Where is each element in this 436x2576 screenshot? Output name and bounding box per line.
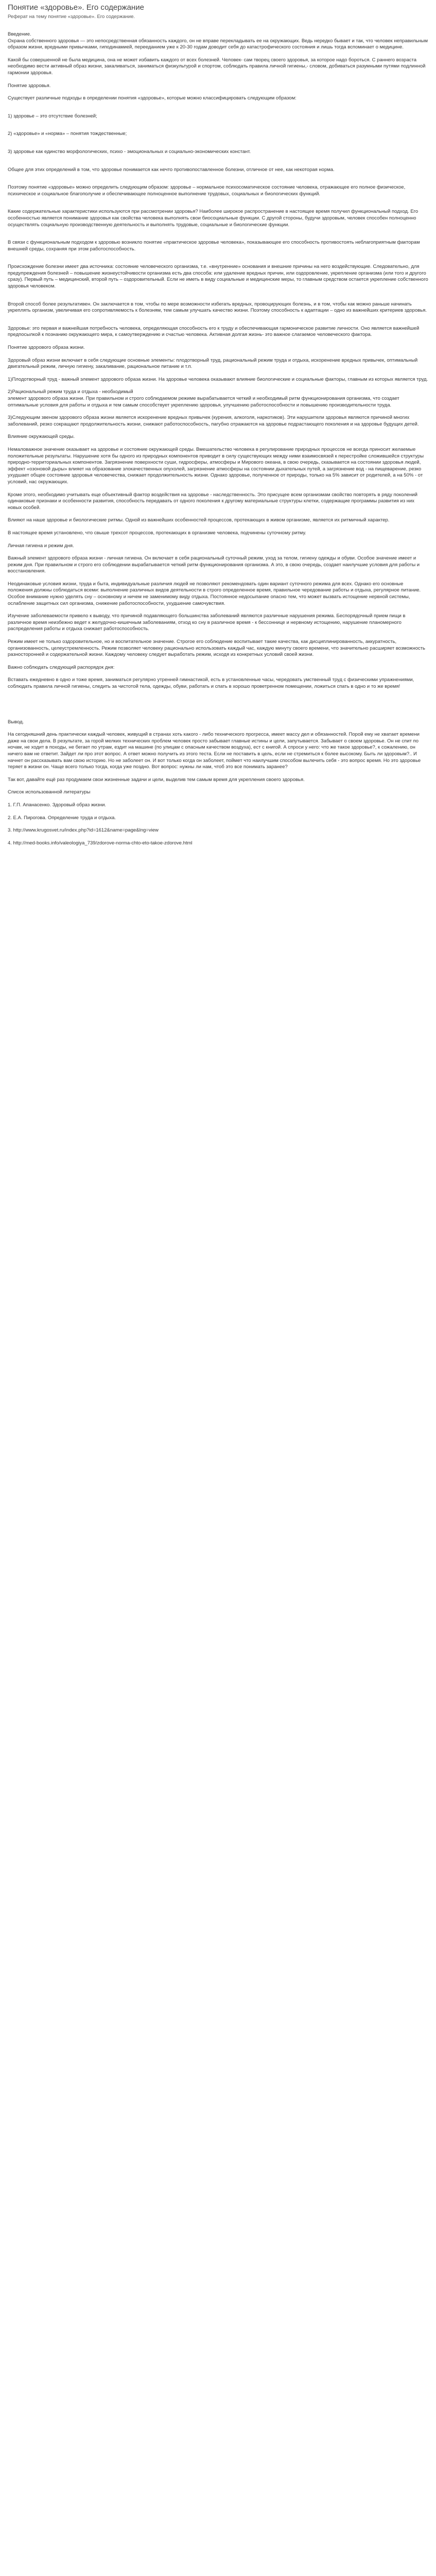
paragraph: Важный элемент здорового образа жизни - личная гигиена. Он включает в себя рациональный суточный режим, уход за телом, гигиену одежды и обуви. Особое значение имеет и режим дня. При правильном и строго его соблюдении вырабатывается четкий ритм функционирования организма. А это, в свою очередь, создает наилучшие условия для работы и восстановления. <box>8 555 421 574</box>
paragraph: В связи с функциональным подходом к здоровью возникло понятие «практическое здоровье человека», показывающее его способность противостоять неблагоприятным факторам внешней среды, сохраняя при этом работоспособность. <box>8 240 422 252</box>
page-subtitle: Реферат на тему понятие «здоровье». Его содержание. <box>8 14 135 20</box>
paragraph: В настоящее время установлено, что свыше трехсот процессов, протекающих в организме человека, подчинены суточному ритму. <box>8 530 306 536</box>
paragraph: На сегодняшний день практически каждый человек, живущий в странах хоть какого - либо технического прогресса, имеет массу дел и обязанностей. Порой ему не хватает времени даже на свои дела. В результате, за горой мелких технических проблем человек просто забывает главные истины и цели, запутывается. Забывает о своем здоровье. Он не спит по ночам, не ходит в походы, не бегает по утрам, ездит на машине (по улицам с опасным качеством воздуха), ест с книгой. А спроси у него: что же такое здоровье?, к сожалению, он ничего вам не ответит. Зайдет ли про этот вопрос. А ответ можно получить из этого теста. Если не поставить в цель, если не стремиться к более высокому. Быть ли здоровым?.. И начнет он рассказывать вам свою историю. Но не заболеет он. И вот только когда он заболеет, поймет что наилучшим способом вылечить себя - это вопрос время. Но это здоровье теряет в жизни он. Чаще всего только тогда, когда уже поздно. Вот вопрос: нужны ли нам, чтоб это все понимать заранее? <box>8 732 422 770</box>
list-item: 2) «здоровье» и «норма» – понятия тождественные; <box>8 131 127 137</box>
section-heading: Понятие здорового образа жизни. <box>8 345 85 351</box>
paragraph: Происхождение болезни имеет два источника: состояние человеческого организма, т.е. «внутренние» основания и внешние причины на него воздействующие. Следовательно, для предупреждения болезней – повышение жизнеустойчивости организма есть два способа: или удаление вредных причин, или оздоровление, укрепление организма (или того и другого сразу). Первый путь – медицинский, второй путь – оздоровительный. Если не иметь в виду социальные и медицинские меры, то главным средством остается укрепление собственного здоровья человеком. <box>8 264 430 290</box>
paragraph: Важно соблюдать следующий распорядок дня: <box>8 664 115 670</box>
section-heading: Понятие здоровья. <box>8 82 51 89</box>
section-heading: Личная гигиена и режим дня. <box>8 543 74 549</box>
page-title: Понятие «здоровье». Его содержание <box>8 3 144 12</box>
paragraph: Второй способ более результативен. Он заключается в том, чтобы по мере возможности избегать вредных, провоцирующих болезнь, и в том, чтобы как можно раньше начинать укреплять организм, увеличивая его сопротивляемость к болезням, тем самым улучшать качество жизни. Поэтому способность к адаптации – одно из важнейших критериев здоровья. <box>8 301 427 314</box>
paragraph: Кроме этого, необходимо учитывать еще объективный фактор воздействия на здоровье - наследственность. Это присущее всем организмам свойство повторять в ряду поколений одинаковые признаки и особенности развития, способность передавать от одного поколения к другому материальные структуры клетки, содержащие программы развития из них новых особей. <box>8 492 419 511</box>
paragraph: 3)Следующим звеном здорового образа жизни является искоренение вредных привычек (курения, алкоголя, наркотиков). Эти нарушители здоровья являются причиной многих заболеваний, резко сокращают продолжительность жизни, снижают работоспособность, пагубно отражаются на здоровье подрастающего поколения и на здоровье будущих детей. <box>8 415 419 427</box>
document-page <box>0 0 436 852</box>
paragraph: Поэтому понятие «здоровье» можно определить следующим образом: здоровье – нормальное психосоматическое состояние человека, отражающее его полное физическое, психическое и социальное благополучие и обеспечивающее полноценное выполнение трудовых, социальных и биологических функций. <box>8 184 407 197</box>
intro-heading: Введение. <box>8 31 31 37</box>
paragraph: 2)Рациональный режим труда и отдыха - необходимый <box>8 389 133 395</box>
paragraph: 1)Плодотворный труд - важный элемент здорового образа жизни. На здоровье человека оказывают влияние биологические и социальные факторы, главным из которых является труд. <box>8 376 428 382</box>
paragraph: Режим имеет не только оздоровительное, но и воспитательное значение. Строгое его соблюдение воспитывает такие качества, как дисциплинированность, аккуратность, организованность, целеустремленность. Режим позволяет человеку рационально использовать каждый час, каждую минуту своего времени, что значительно расширяет возможность разносторонней и содержательной жизни. Каждому человеку следует выработать режим, исходя из конкретных условий своей жизни. <box>8 639 427 658</box>
references-heading: Список использованной литературы <box>8 789 91 795</box>
paragraph: Здоровье: это первая и важнейшая потребность человека, определяющая способность его к труду и обеспечивающая гармоническое развитие личности. Оно является важнейшей предпосылкой к познанию окружающего мира, к самоутверждению и счастью человека. Активная долгая жизнь- это важное слагаемое человеческого фактора. <box>8 325 421 338</box>
paragraph: Изучение заболеваемости привело к выводу, что причиной подавляющего большинства заболеваний являются различные нарушения режима. Беспорядочный прием пищи в различное время неизбежно ведет к желудочно-кишечным заболеваниям, отход ко сну в различное время - к бессоннице и нервному истощению, нарушение планомерного распределения работы и отдыха снижает работоспособность. <box>8 613 407 632</box>
reference-link[interactable]: 4. http://med-books.info/valeologiya_739/zdorove-norma-chto-eto-takoe-zdorove.html <box>8 840 193 846</box>
paragraph: Какие содержательные характеристики используются при рассмотрении здоровья? Наиболее широкое распространение в настоящее время получил функциональный подход. Его особенностью является понимание здоровья как свойства человека выполнять свои биосоциальные функции. С другой стороны, будучи здоровым, человек способен полноценно осуществлять социальную производственную деятельность и выполнять трудовые, социальные и биологические функции. <box>8 209 420 228</box>
reference-link[interactable]: 3. http://www.krugosvet.ru/index.php?id=1612&name=page&lng=view <box>8 827 159 834</box>
section-heading: Влияние окружающей среды. <box>8 434 75 440</box>
paragraph: Общее для этих определений в том, что здоровье понимается как нечто противопоставленное болезни, отличное от нее, как некоторая норма. <box>8 166 335 173</box>
paragraph: Вставать ежедневно в одно и тоже время, заниматься регулярно утренней гимнастикой, есть в установленные часы, чередовать умственный труд с физическими упражнениями, соблюдать правила личной гигиены, следить за чистотой тела, одежды, обуви, работать и спать в хорошо проветренном помещении, ложиться спать в одно и то же время! <box>8 677 415 689</box>
paragraph: Так вот, давайте ещё раз продумаем свои жизненные задачи и цели, выделив тем самым время для укрепления своего здоровья. <box>8 776 305 783</box>
paragraph: элемент здорового образа жизни. При правильном и строго соблюдаемом режиме вырабатывается четкий и необходимый ритм функционирования организма, что создает оптимальные условия для работы и отдыха и тем самым способствует укреплению здоровья, улучшению работоспособности и повышению производительности труда. <box>8 396 401 408</box>
reference-item: 1. Г.П. Апанасенко. Здоровый образ жизни. <box>8 802 107 808</box>
paragraph: Охрана собственного здоровья — это непосредственная обязанность каждого, он не вправе перекладывать ее на окружающих. Ведь нередко бывает и так, что человек неправильным образом жизни, вредными привычками, гиподинамией, перееданием уже к 20-30 годам доводит себя до катастрофического состояния и лишь тогда вспоминает о медицине. <box>8 38 429 50</box>
paragraph: Здоровый образ жизни включает в себя следующие основные элементы: плодотворный труд, рациональный режим труда и отдыха, искоренение вредных привычек, оптимальный двигательный режим, личную гигиену, закаливание, рациональное питание и т.п. <box>8 357 419 370</box>
paragraph: Неодинаковые условия жизни, труда и быта, индивидуальные различия людей не позволяют рекомендовать один вариант суточного режима для всех. Однако его основные положения должны соблюдаться всеми: выполнение различных видов деятельности в строго определенное время, правильное чередование работы и отдыха, регулярное питание. Особое внимание нужно уделять сну – основному и ничем не заменимому виду отдыха. Постоянное недосыпание опасно тем, что может вызвать истощение нервной системы, ослабление защитных сил организма, снижение работоспособности, ухудшение самочувствия. <box>8 581 422 606</box>
paragraph: Какой бы совершенной не была медицина, она не может избавить каждого от всех болезней. Человек- сам творец своего здоровья, за которое надо бороться. С раннего возраста необходимо вести активный образ жизни, закаливаться, заниматься физкультурой и спортом, соблюдать правила личной гигиены,- словом, добиваться разумными путями подлинной гармонии здоровья. <box>8 57 427 76</box>
paragraph: Существует различные подходы в определении понятия «здоровье», которые можно классифицировать следующим образом: <box>8 95 297 101</box>
conclusion-heading: Вывод. <box>8 719 24 725</box>
reference-item: 2. Е.А. Пирогова. Определение труда и отдыха. <box>8 815 116 821</box>
list-item: 1) здоровье – это отсутствие болезней; <box>8 113 97 119</box>
paragraph: Немаловажное значение оказывает на здоровье и состояние окружающей среды. Вмешательство человека в регулирование природных процессов не всегда приносит желаемые положительные результаты. Нарушение хотя бы одного из природных компонентов приводит в силу существующих между ними взаимосвязей к перестройке сложившейся структуры природно-территориальных компонентов. Загрязнение поверхности суши, гидросферы, атмосферы и Мирового океана, в свою очередь, сказывается на состоянии здоровья людей, эффект «озоновой дыры» влияет на образование злокачественных опухолей, загрязнение атмосферы на состоянии дыхательных путей, а загрязнение вод - на пищеварение, резко ухудшает общее состояние здоровья человечества, снижает продолжительность жизни. Однако здоровье, полученное от природы, только на 5% зависит от родителей, а на 50% - от условий, нас окружающих. <box>8 446 425 485</box>
paragraph: Влияют на наше здоровье и биологические ритмы. Одной из важнейших особенностей процессов, протекающих в живом организме, является их ритмичный характер. <box>8 517 390 523</box>
list-item: 3) здоровье как единство морфологических, психо - эмоциональных и социально-экономических констант. <box>8 148 251 155</box>
